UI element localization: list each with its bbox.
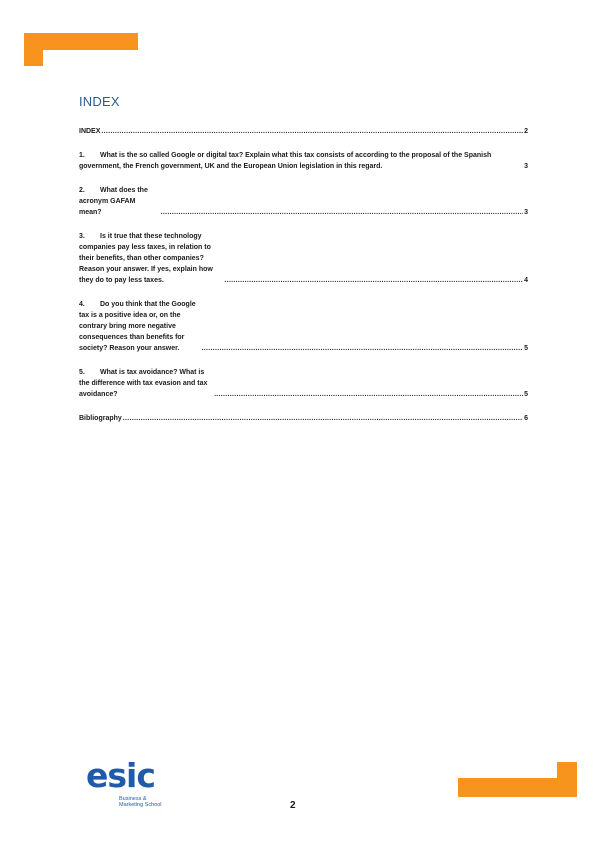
toc-page-number: 6 xyxy=(524,415,528,422)
toc-entry-title: What is the so called Google or digital tax? Explain what this tax consists of according to the proposal of the Spanish government, the French government, UK and the European Union legislation in this regard. xyxy=(79,152,492,170)
page-number: 2 xyxy=(290,800,296,811)
esic-logo xyxy=(86,756,162,808)
corner-decoration-top-vertical xyxy=(24,33,43,66)
toc-leader xyxy=(202,343,524,354)
toc-entry-4[interactable] xyxy=(79,299,528,354)
toc-leader xyxy=(123,413,523,424)
toc-entry-1[interactable] xyxy=(79,150,528,172)
toc-entry-2[interactable] xyxy=(79,185,528,218)
logo-wordmark: esic xyxy=(86,756,155,795)
toc-entry-text xyxy=(79,367,213,400)
toc-entry-number: 5. xyxy=(79,369,85,376)
toc-entry-number: 4. xyxy=(79,301,85,308)
toc-leader xyxy=(161,207,524,218)
toc-leader xyxy=(224,275,523,286)
toc-entry-text xyxy=(79,185,160,218)
logo-subtitle-line2: Marketing School xyxy=(119,802,162,808)
toc-entry-title: Do you think that the Google tax is a positive idea or, on the contrary bring more negative consequences than benefits for society? Reason your answer. xyxy=(79,301,196,352)
toc-page-number: 2 xyxy=(524,128,528,135)
toc-entry-title: What does the acronym GAFAM mean? xyxy=(79,187,148,216)
corner-decoration-bottom-vertical xyxy=(557,762,577,797)
toc-leader xyxy=(214,389,523,400)
toc-entry-3[interactable] xyxy=(79,231,528,286)
toc-page-number: 3 xyxy=(524,209,528,216)
toc-page-number: 4 xyxy=(524,277,528,284)
toc-entry-text: Bibliography xyxy=(79,415,122,422)
toc-page-number: 5 xyxy=(524,345,528,352)
toc-entry-index[interactable] xyxy=(79,126,528,137)
logo-subtitle xyxy=(119,796,162,808)
toc-entry-text xyxy=(79,299,201,354)
toc-page-number: 3 xyxy=(524,163,528,170)
toc-leader xyxy=(101,126,523,137)
toc-entry-text xyxy=(79,150,521,172)
table-of-contents xyxy=(79,126,528,424)
logo-subtitle-line1: Business & xyxy=(119,796,147,802)
toc-entry-5[interactable] xyxy=(79,367,528,400)
toc-entry-number: 2. xyxy=(79,187,85,194)
toc-entry-bibliography[interactable] xyxy=(79,413,528,424)
toc-entry-text: INDEX xyxy=(79,128,101,135)
index-heading: INDEX xyxy=(79,94,120,109)
toc-entry-title: What is tax avoidance? What is the difference with tax evasion and tax avoidance? xyxy=(79,369,208,398)
toc-entry-number: 1. xyxy=(79,152,85,159)
toc-entry-text xyxy=(79,231,223,286)
toc-entry-number: 3. xyxy=(79,233,85,240)
toc-entry-title: Is it true that these technology companies pay less taxes, in relation to their benefits, than other companies? Reason your answer. If yes, explain how they do to pay less taxes. xyxy=(79,233,213,284)
toc-page-number: 5 xyxy=(524,391,528,398)
